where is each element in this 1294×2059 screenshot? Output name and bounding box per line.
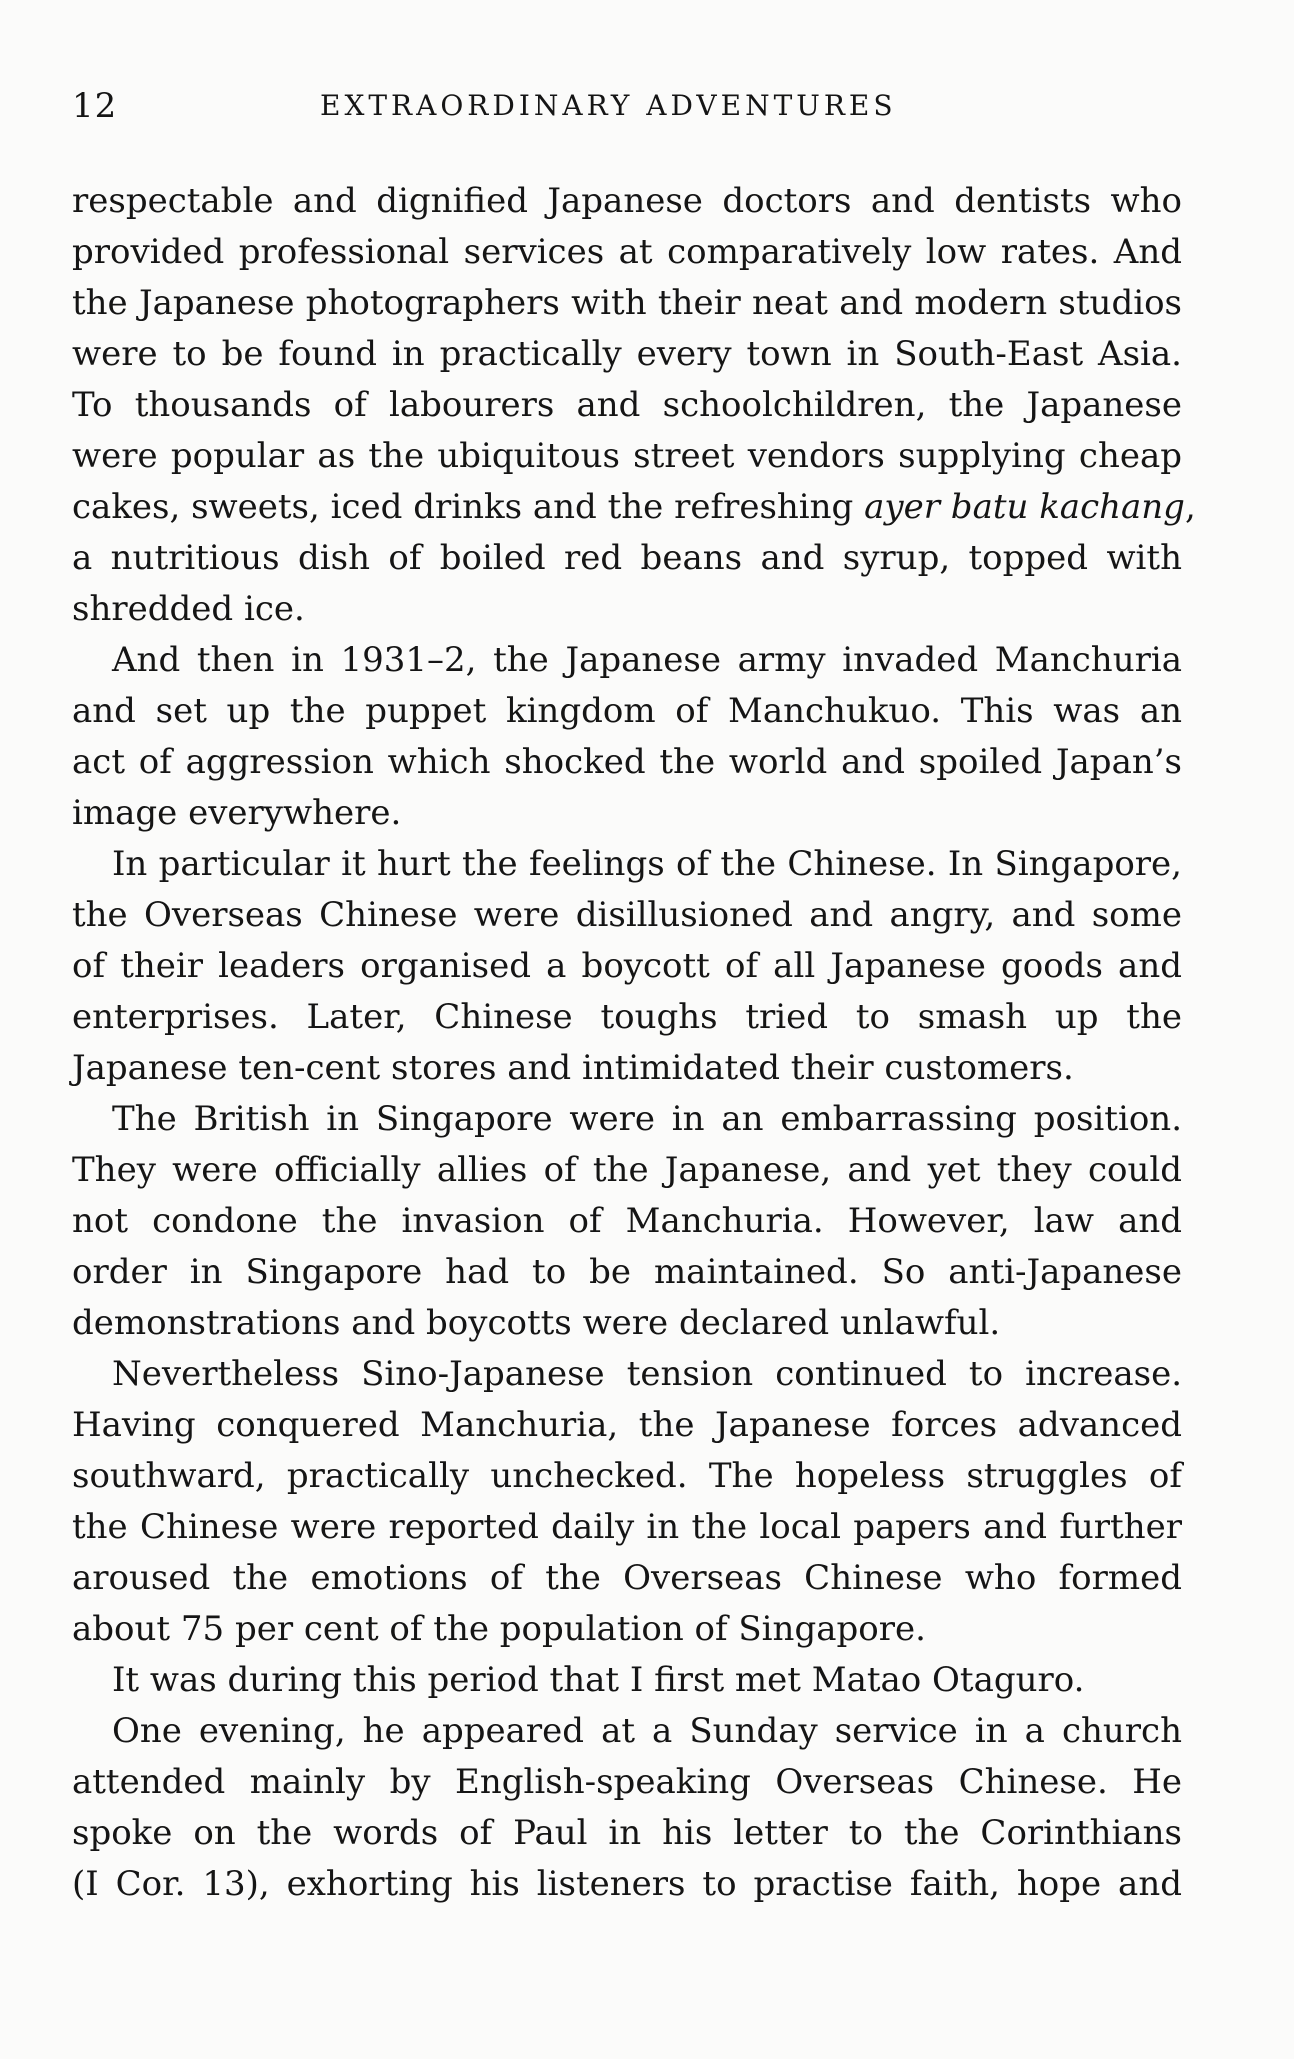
- running-title: EXTRAORDINARY ADVENTURES: [320, 89, 897, 122]
- paragraph: [72, 176, 1196, 635]
- page-number: 12: [72, 86, 118, 126]
- paragraph: [72, 839, 1182, 1094]
- text-line: Japanese ten-cent stores and intimidated their customers.: [72, 1048, 1074, 1088]
- text-line: not condone the invasion of Manchuria. However, law and: [72, 1201, 1182, 1241]
- text-line: the Japanese photographers with their neat and modern studios: [72, 283, 1182, 323]
- text-line: spoke on the words of Paul in his letter to the Corinthians: [72, 1813, 1182, 1853]
- paragraph: [72, 1706, 1182, 1910]
- text-line: They were officially allies of the Japanese, and yet they could: [72, 1150, 1182, 1190]
- text-line: aroused the emotions of the Overseas Chinese who formed: [72, 1558, 1182, 1598]
- text-line: provided professional services at comparatively low rates. And: [72, 232, 1182, 272]
- text-line: One evening, he appeared at a Sunday service in a church: [112, 1711, 1182, 1751]
- text-line: about 75 per cent of the population of Singapore.: [72, 1609, 926, 1649]
- text-line: of their leaders organised a boycott of all Japanese goods and: [72, 946, 1182, 986]
- text-line: order in Singapore had to be maintained. So anti-Japanese: [72, 1252, 1182, 1292]
- text-line: were popular as the ubiquitous street vendors supplying cheap: [72, 436, 1182, 476]
- text-line: To thousands of labourers and schoolchildren, the Japanese: [72, 385, 1182, 425]
- text-line: And then in 1931–2, the Japanese army invaded Manchuria: [112, 640, 1182, 680]
- text-line: the Overseas Chinese were disillusioned and angry, and some: [72, 895, 1182, 935]
- text-line: It was during this period that I first met Matao Otaguro.: [112, 1660, 1085, 1700]
- text-line: and set up the puppet kingdom of Manchukuo. This was an: [72, 691, 1182, 731]
- text-line: In particular it hurt the feelings of the Chinese. In Singapore,: [112, 844, 1182, 884]
- text-line: demonstrations and boycotts were declared unlawful.: [72, 1303, 1001, 1343]
- text-line: image everywhere.: [72, 793, 402, 833]
- paragraph: [72, 1349, 1182, 1655]
- text-line: were to be found in practically every town in South-East Asia.: [72, 334, 1182, 374]
- text-line: respectable and dignified Japanese doctors and dentists who: [72, 181, 1182, 221]
- text-line: a nutritious dish of boiled red beans and syrup, topped with: [72, 538, 1182, 578]
- text-line: Nevertheless Sino-Japanese tension continued to increase.: [112, 1354, 1182, 1394]
- text-run: cakes, sweets, iced drinks and the refreshing: [72, 487, 865, 527]
- text-run: ,: [1184, 487, 1196, 527]
- text-line: attended mainly by English-speaking Overseas Chinese. He: [72, 1762, 1182, 1802]
- running-head: [72, 78, 1182, 134]
- paragraph: [72, 1094, 1182, 1349]
- paragraph: [72, 1655, 1182, 1706]
- text-line: the Chinese were reported daily in the local papers and further: [72, 1507, 1182, 1547]
- text-line: shredded ice.: [72, 589, 305, 629]
- text-line: (I Cor. 13), exhorting his listeners to practise faith, hope and: [72, 1864, 1182, 1904]
- text-line: southward, practically unchecked. The hopeless struggles of: [72, 1456, 1182, 1496]
- text-line: Having conquered Manchuria, the Japanese forces advanced: [72, 1405, 1182, 1445]
- paragraph: [72, 635, 1182, 839]
- body-text: [72, 176, 1196, 1910]
- italic-term: ayer batu kachang: [864, 487, 1185, 527]
- text-line: enterprises. Later, Chinese toughs tried to smash up the: [72, 997, 1182, 1037]
- text-line: The British in Singapore were in an embarrassing position.: [112, 1099, 1182, 1139]
- text-line: [72, 482, 1196, 533]
- text-line: act of aggression which shocked the world and spoiled Japan’s: [72, 742, 1182, 782]
